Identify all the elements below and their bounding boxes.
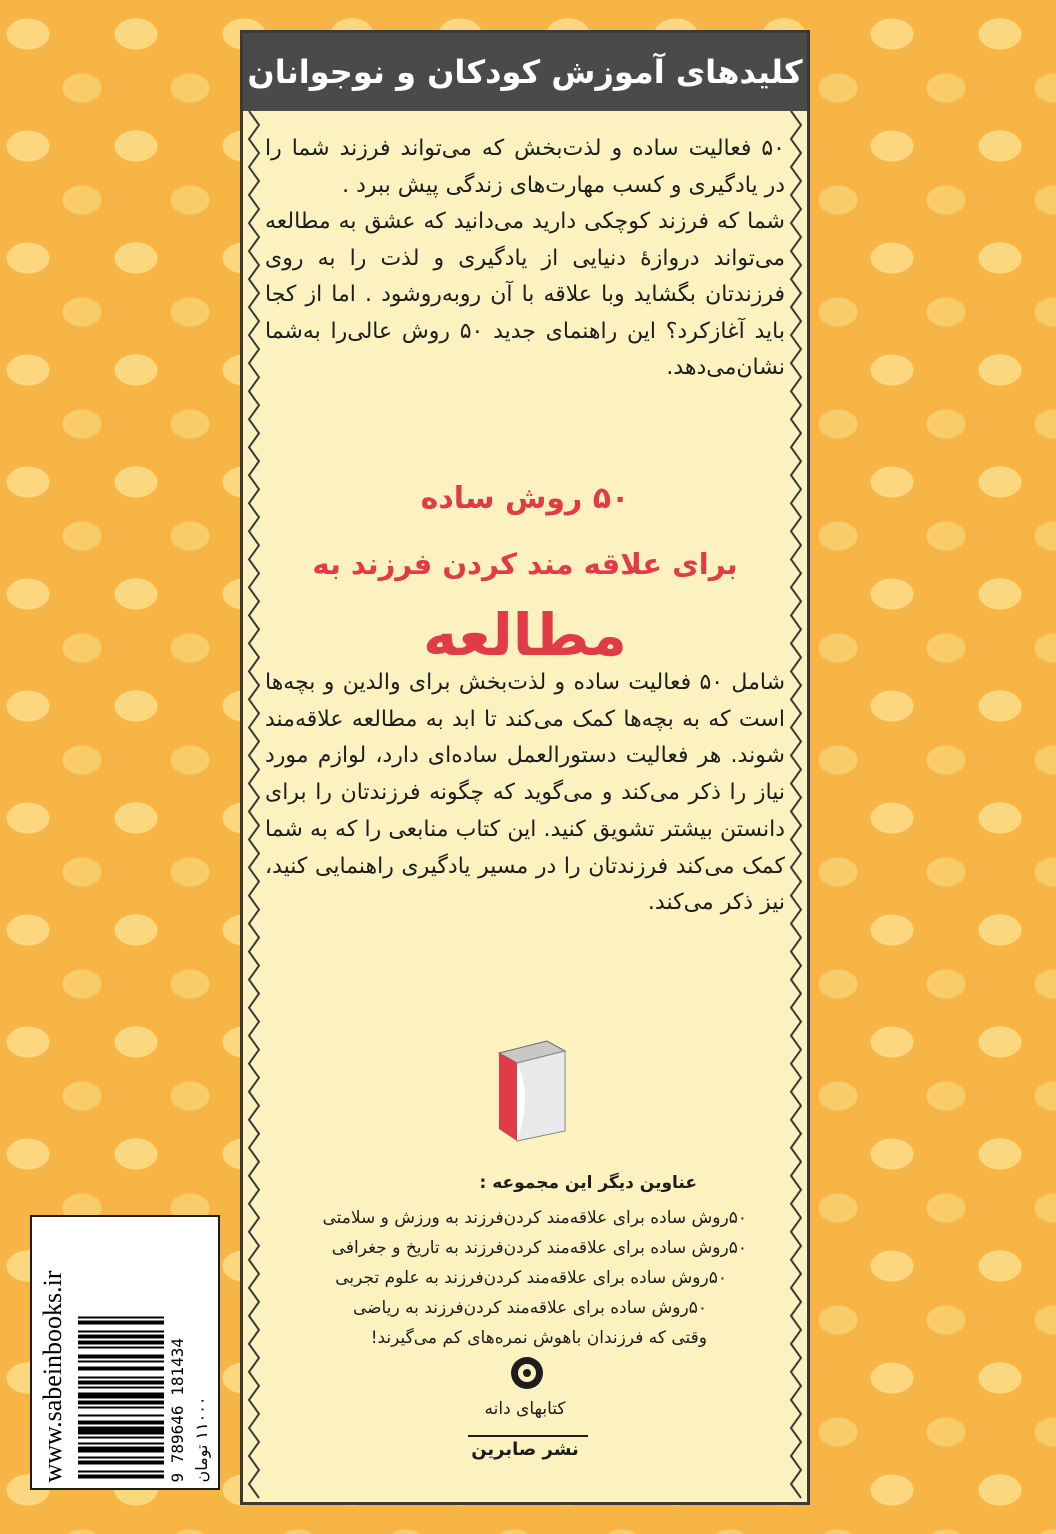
- barcode-bar: [78, 1354, 164, 1358]
- barcode-bar: [78, 1406, 164, 1408]
- barcode-bar: [78, 1426, 164, 1434]
- barcode-bar: [78, 1340, 164, 1344]
- intro-text: [265, 131, 785, 387]
- book-title-line-1: ۵۰ روش ساده: [420, 481, 630, 516]
- barcode-bar: [78, 1360, 164, 1362]
- barcode-bar: [78, 1320, 164, 1324]
- barcode-bar: [78, 1474, 164, 1478]
- barcode-bar: [78, 1436, 164, 1438]
- intro-paragraph-1: ۵۰ فعالیت ساده و لذت‌بخش که می‌تواند فرزند شما را در یادگیری و کسب مهارت‌های زندگی پیش ببرد .: [265, 136, 785, 198]
- series-title: کلیدهای آموزش کودکان و نوجوانان: [247, 53, 803, 91]
- list-item: وقتی که فرزندان باهوش نمره‌های کم می‌گیرند!: [370, 1328, 707, 1348]
- list-item: ۵۰روش ساده برای علاقه‌مند کردن‌فرزند به ورزش و سلامتی: [322, 1208, 747, 1228]
- back-cover-panel: [240, 30, 810, 1505]
- book-title-main: مطالعه: [423, 601, 627, 669]
- intro-paragraph-2: شما که فرزند کوچکی دارید می‌دانید که عشق به مطالعه می‌تواند دروازهٔ دنیایی از یادگیری و لذت را به روی فرزندتان بگشاید وبا علاقه با آن روبه‌روشود . اما از کجا باید آغازکرد؟ این راهنمای جدید ۵۰ روش عالی‌را به‌شما نشان‌می‌دهد.: [265, 209, 785, 380]
- book-icon: [493, 1033, 573, 1143]
- barcode-bar: [78, 1392, 164, 1398]
- barcode-bar: [78, 1386, 164, 1388]
- publisher-divider: [468, 1435, 588, 1437]
- barcode-bar: [78, 1380, 164, 1384]
- zigzag-border-right: [789, 111, 803, 1502]
- zigzag-border-left: [247, 111, 261, 1502]
- barcode-icon: [78, 1224, 164, 1482]
- barcode-bar: [78, 1470, 164, 1472]
- barcode-bar: [78, 1346, 164, 1348]
- series-list: [283, 1203, 767, 1353]
- website-url: www.sabeinbooks.ir: [38, 1269, 67, 1482]
- description-text: شامل ۵۰ فعالیت ساده و لذت‌بخش برای والدین و بچه‌ها است که به بچه‌ها کمک می‌کند تا ابد به مطالعه علاقه‌مند شوند. هر فعالیت دستورالعمل ساده‌ای دارد، لوازم مورد نیاز را ذکر می‌کند و می‌گوید که چگونه فرزندتان را برای دانستن بیشتر تشویق کنید. این کتاب منابعی را که به شما کمک می‌کند فرزندتان را در مسیر یادگیری راهنمایی کنید، نیز ذکر می‌کند.: [265, 670, 786, 916]
- barcode-bar: [78, 1316, 164, 1318]
- publisher-logo-icon: [509, 1355, 545, 1391]
- list-item: ۵۰روش ساده برای علاقه‌مند کردن‌فرزند به ریاضی: [352, 1298, 707, 1318]
- book-title-line-2: برای علاقه مند کردن فرزند به: [312, 547, 738, 581]
- price: ۱۱۰۰۰ تومان: [192, 1396, 211, 1482]
- barcode-bar: [78, 1420, 164, 1424]
- barcode-label: [30, 1215, 220, 1490]
- publisher-name: نشر صابرین: [471, 1439, 579, 1460]
- barcode-bar: [78, 1414, 164, 1416]
- series-header: [243, 33, 807, 111]
- barcode-bar: [78, 1376, 164, 1378]
- barcode-bar: [78, 1442, 164, 1444]
- series-list-heading: عناوین دیگر این مجموعه :: [479, 1173, 697, 1193]
- barcode-bar: [78, 1366, 164, 1370]
- barcode-bar: [78, 1330, 164, 1332]
- barcode-bar: [78, 1456, 164, 1458]
- barcode-rotated: [30, 1215, 220, 1490]
- barcode-bar: [78, 1400, 164, 1404]
- publisher-imprint: کتابهای دانه: [484, 1399, 566, 1419]
- barcode-bar: [78, 1446, 164, 1452]
- list-item: ۵۰روش ساده برای علاقه‌مند کردن‌فرزند به علوم تجربی: [335, 1268, 727, 1288]
- barcode-bar: [78, 1460, 164, 1464]
- list-item: ۵۰روش ساده برای علاقه‌مند کردن‌فرزند به تاریخ و جغرافی: [331, 1238, 747, 1258]
- barcode-bar: [78, 1334, 164, 1338]
- isbn-number: 9 789646 181434: [168, 1337, 187, 1482]
